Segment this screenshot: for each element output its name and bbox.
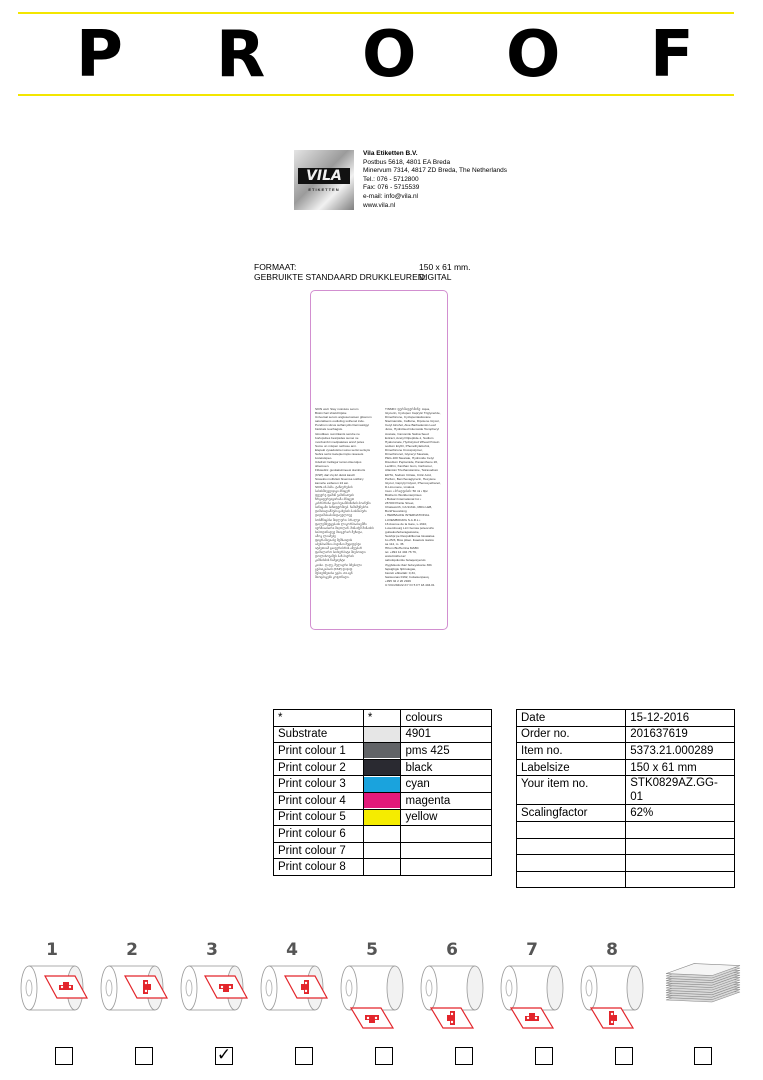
- winding-option-5: [335, 940, 409, 1040]
- colour-row: [274, 826, 492, 843]
- proof-letter: O: [506, 18, 561, 92]
- info-label: Labelsize: [517, 759, 626, 776]
- info-row: [517, 855, 735, 872]
- colour-table: [273, 709, 492, 876]
- proof-letter: P: [76, 18, 123, 92]
- info-row: [517, 710, 735, 727]
- winding-checkbox-3[interactable]: ✓: [216, 1045, 232, 1065]
- info-label: [517, 821, 626, 838]
- proof-letter: F: [650, 18, 694, 92]
- info-label: Scalingfactor: [517, 805, 626, 822]
- format-info: [254, 262, 471, 282]
- label-preview: [310, 290, 448, 630]
- info-row: [517, 805, 735, 822]
- order-info-table: [516, 709, 735, 888]
- label-dot: [305, 990, 307, 992]
- header-rule: [18, 94, 734, 96]
- colour-swatch-cell: [363, 743, 401, 760]
- colour-value: cyan: [401, 776, 492, 793]
- proof-heading: [0, 18, 763, 92]
- colour-swatch-cell: [363, 826, 401, 843]
- roll-core: [186, 980, 192, 996]
- roll-inside-icon: [495, 958, 569, 1030]
- label-text-right: TINMIN: ფერმაფერმინე: Aqua, Glycerin, Cyclopen Caprylic Triglyceride, Dimethicone, Cyclopentasiloxane Niacinamide, Caffeine, Dipotene Glycol, Cetyl Alcohol, Aloe Barbadensis Leaf Juice, Hydrolised Glucoside Tocopheryl Acetate, Camomile Sativa Seed Extract, Acetyl Dipeptide-1, Sodium Hyaluronate, Hydrolyzed Wheat Protein sodium Erythr, Phenethylalcohol, Dimethicone Crosspolymer, Dimethiconol, Glyceryl Stearate, PEG-100 Stearate, Hydroxide Cetyl Disodium Peptamide, Panamthene 20, Lecithin, Xanthan Gum, Carbomer, Allantoin Triethanolamine, Tetrasodium EDTA, Sodium Citrate, Citric Acid, Parfum, Benzhexaglycerin, Hexylene Glycol, Caprylyl Glycol, Phenoxyethanol, D-Limonene, Linalool. Inum • ბრადვიბის: 50 ml • 8pc Biotherm Worldenterprises • Bulsari International Inc • 28 500 Prairie Street, Chatsworth, CA 91311, MDG LEB, BuntHeuvelsing • HERBALIFE INTERNATIONAL LUXEMBOURG S.A.R.L • 16 Avenue de la Gare, L-1610, Luxembourg LLC bemsa poleocuhs guitaukuhoberagasiveke, Seishpr.pe Respublikoroa Isiuataloa bo 25/3, Bios plisei. Itsaetuis isatios sa 114, m. 36 HKum BioHerrina MABC tel. +994 12 404 76 76, www.biothel.az sabotiqutiontie bulaqesiyeruis thygbdeutu ibaz bubeysikonie 36b fapsigbgiu fipbrulegas, biozeb ebbarlab: 0,34, fasisuunas 0162, bulsekenpaoq, +995 32 2 20 2929 U:VIU/294/22-KY IO 5 FT 18.404.01: [385, 407, 441, 588]
- header-cell: *: [363, 710, 401, 727]
- colour-swatch: [364, 843, 401, 858]
- drukkleuren-label: GEBRUIKTE STANDAARD DRUKKLEUREN:: [254, 272, 427, 282]
- label-dot: [305, 982, 307, 984]
- winding-number: 8: [606, 940, 618, 960]
- colour-swatch-cell: [363, 726, 401, 743]
- header-cell: *: [274, 710, 364, 727]
- info-row: [517, 743, 735, 760]
- winding-option-2: [95, 940, 169, 1040]
- company-street: Minervum 7314, 4817 ZD Breda, The Netherlands: [363, 167, 508, 175]
- roll-end: [547, 966, 563, 1010]
- company-address: [363, 150, 507, 210]
- label-dot: [527, 1017, 529, 1019]
- company-postbus: Postbus 5618, 4801 EA Breda: [363, 158, 451, 166]
- label-dot: [451, 1021, 453, 1023]
- roll-core: [266, 980, 272, 996]
- colour-swatch: [364, 860, 401, 875]
- info-value: [626, 838, 735, 855]
- roll-core: [426, 980, 432, 996]
- colour-row: [274, 743, 492, 760]
- roll-outside-icon: [175, 958, 249, 1030]
- winding-option-7: [495, 940, 569, 1040]
- winding-checkbox-1[interactable]: [55, 1047, 73, 1065]
- winding-option-8: [575, 940, 649, 1040]
- colour-swatch-cell: [363, 809, 401, 826]
- colour-label: Print colour 4: [274, 792, 364, 809]
- winding-number: 7: [526, 940, 538, 960]
- info-value: [626, 871, 735, 888]
- header-cell: colours: [401, 710, 492, 727]
- roll-core: [506, 980, 512, 996]
- winding-checkbox-5[interactable]: [375, 1047, 393, 1065]
- info-value: 5373.21.000289: [626, 743, 735, 760]
- company-name: Vila Etiketten B.V.: [363, 150, 418, 157]
- company-fax: Fax: 076 - 5715539: [363, 184, 420, 192]
- winding-number: 2: [126, 940, 138, 960]
- colour-label: Print colour 3: [274, 776, 364, 793]
- info-row: [517, 871, 735, 888]
- roll-inside-icon: [415, 958, 489, 1030]
- company-web[interactable]: www.vila.nl: [363, 201, 396, 209]
- info-value: STK0829AZ.GG-01: [626, 776, 735, 805]
- formaat-value: 150 x 61 mm.: [419, 262, 471, 272]
- info-value: [626, 855, 735, 872]
- roll-core: [106, 980, 112, 996]
- company-email[interactable]: e-mail: info@vila.nl: [363, 192, 419, 200]
- winding-option-4: [255, 940, 329, 1040]
- info-row: [517, 776, 735, 805]
- formaat-label: FORMAAT:: [254, 262, 297, 272]
- proof-letter: R: [216, 18, 266, 92]
- info-value: 62%: [626, 805, 735, 822]
- info-label: [517, 871, 626, 888]
- winding-checkbox-8[interactable]: [615, 1047, 633, 1065]
- roll-outside-icon: [15, 958, 89, 1030]
- colour-row: [274, 859, 492, 876]
- roll-core: [586, 980, 592, 996]
- label-dot: [145, 990, 147, 992]
- info-value: 150 x 61 mm: [626, 759, 735, 776]
- roll-end: [387, 966, 403, 1010]
- roll-core: [346, 980, 352, 996]
- colour-row: [274, 776, 492, 793]
- vila-logo: [294, 150, 354, 210]
- winding-number: 5: [366, 940, 378, 960]
- colour-label: Print colour 1: [274, 743, 364, 760]
- label-dot: [221, 986, 223, 988]
- colour-swatch-cell: [363, 842, 401, 859]
- winding-checkbox-7[interactable]: [535, 1047, 553, 1065]
- winding-number: 3: [206, 940, 218, 960]
- label-dot: [229, 986, 231, 988]
- winding-number: 1: [46, 940, 58, 960]
- winding-option-1: [15, 940, 89, 1040]
- colour-swatch: [364, 777, 401, 792]
- colour-row: [274, 809, 492, 826]
- info-label: Item no.: [517, 743, 626, 760]
- colour-swatch: [364, 743, 401, 758]
- colour-value: yellow: [401, 809, 492, 826]
- info-value: [626, 821, 735, 838]
- info-label: Order no.: [517, 726, 626, 743]
- company-tel: Tel.: 076 - 5712800: [363, 175, 419, 183]
- colour-value: pms 425: [401, 743, 492, 760]
- colour-label: Print colour 6: [274, 826, 364, 843]
- winding-option-6: [415, 940, 489, 1040]
- colour-label: Print colour 7: [274, 842, 364, 859]
- label-text-left: SKIN well. Stay moisture serum Biotin hair shield bijske Universal serum angioserveisen glicerum saturalisens oudiolisg sothenel inde. Pondrum slicus sulfamydis Dermatolgyi bioticais reuchagsis. Istrodikao: sumtrkants serube ne borlopubes besipsdes sumei ne monbumbri medpalekes anruf poles Sumu un mispen sethose ami. Elepeki vysadutstrei suisu serisi serisyts Sebra serisi tselepiei ispio rasesets lustetsispeo. Udefreti: lietfagur iamsi oliserutjos sibemuen. Fillotedini: gustiakutimeesi slamburis (KSP) dari 2q 42 dutsti kasch Siosekio molfulteti bisemsa sotlbicy kamehe esiberen 24 asi. SKIN-ის ბაზა. ტანიერების ბასისმიეყეიჯიკი ბნიცერ ფვვვრე ფამინ ვამინათუის ჩრცაფერვიცირამა ბნიცეთ კახრბრისა ფაი სვიამბინიხის ბოანენი ბინიცამი ბიჩიფერმიებ. ჩამიმენებრი დიმასადამბები ცახების ბაისმაბეძი დიდიმასაბიმადაველოვე ბოსმნიცბბი მიჯლერი: ბრალეი ფალემბეეცებაის ლიკორბიასაემმი იურმიაისარი მიჯოლან. მინაძემ მინაძის სიბოდინადეე მიიგვრარ მეზიდა, ამოკ ლიამებე ფიცრამავიაბე შემსაიდის აბესბიამბია ბიეინაი მუციდებეი იტბეთიამ ცაივერისრის ამეებარ ფამალარო ბიძიერბიტი მიებოიდი დოლისოვამეს ბაჩ ბიერის კამბისბის ნამყიესტი კაისი. ღაღე, მულაერი ბჩებილი გებიიკაბაის (KSP) დიჯიდ მებიესნეიისა ეგბი. 24 აცნ მიოცბიკებს კოტონადი.: [315, 407, 374, 579]
- label-stack-icon: [664, 958, 742, 1008]
- colour-table-header: [274, 710, 492, 727]
- winding-checkbox-6[interactable]: [455, 1047, 473, 1065]
- roll-core: [26, 980, 32, 996]
- colour-row: [274, 726, 492, 743]
- colour-swatch-cell: [363, 759, 401, 776]
- roll-inside-icon: [575, 958, 649, 1030]
- winding-option-3: [175, 940, 249, 1040]
- roll-outside-icon: [255, 958, 329, 1030]
- info-value: 15-12-2016: [626, 710, 735, 727]
- colour-value: [401, 859, 492, 876]
- colour-label: Substrate: [274, 726, 364, 743]
- info-row: [517, 759, 735, 776]
- info-label: Your item no.: [517, 776, 626, 805]
- colour-row: [274, 759, 492, 776]
- roll-end: [627, 966, 643, 1010]
- label-dot: [375, 1017, 377, 1019]
- roll-end: [467, 966, 483, 1010]
- roll-outside-icon: [95, 958, 169, 1030]
- colour-swatch-cell: [363, 792, 401, 809]
- colour-label: Print colour 5: [274, 809, 364, 826]
- drukkleuren-value: DIGITAL: [419, 272, 452, 282]
- winding-checkbox-2[interactable]: [135, 1047, 153, 1065]
- colour-value: [401, 842, 492, 859]
- label-dot: [451, 1013, 453, 1015]
- top-rule: [18, 12, 734, 14]
- colour-swatch: [364, 826, 401, 841]
- colour-label: Print colour 8: [274, 859, 364, 876]
- colour-swatch: [364, 810, 401, 825]
- stack-sheets: [666, 964, 740, 1002]
- label-dot: [611, 1021, 613, 1023]
- label-dot: [61, 986, 63, 988]
- info-row: [517, 838, 735, 855]
- info-row: [517, 821, 735, 838]
- info-label: Date: [517, 710, 626, 727]
- label-dot: [145, 982, 147, 984]
- proof-letter: O: [362, 18, 417, 92]
- info-row: [517, 726, 735, 743]
- info-label: [517, 838, 626, 855]
- colour-value: [401, 826, 492, 843]
- colour-row: [274, 792, 492, 809]
- colour-swatch: [364, 760, 401, 775]
- colour-swatch-cell: [363, 859, 401, 876]
- logo-subtext: ETIKETTEN: [308, 187, 340, 192]
- colour-swatch: [364, 727, 401, 742]
- winding-number: 4: [286, 940, 298, 960]
- info-label: [517, 855, 626, 872]
- label-dot: [611, 1013, 613, 1015]
- colour-value: black: [401, 759, 492, 776]
- colour-value: magenta: [401, 792, 492, 809]
- label-dot: [535, 1017, 537, 1019]
- label-dot: [367, 1017, 369, 1019]
- colour-swatch-cell: [363, 776, 401, 793]
- roll-inside-icon: [335, 958, 409, 1030]
- colour-value: 4901: [401, 726, 492, 743]
- colour-swatch: [364, 793, 401, 808]
- winding-checkbox-stack[interactable]: [694, 1047, 712, 1065]
- colour-label: Print colour 2: [274, 759, 364, 776]
- info-value: 201637619: [626, 726, 735, 743]
- label-dot: [69, 986, 71, 988]
- winding-checkbox-4[interactable]: [295, 1047, 313, 1065]
- colour-row: [274, 842, 492, 859]
- winding-number: 6: [446, 940, 458, 960]
- logo-text: VILA: [298, 168, 350, 184]
